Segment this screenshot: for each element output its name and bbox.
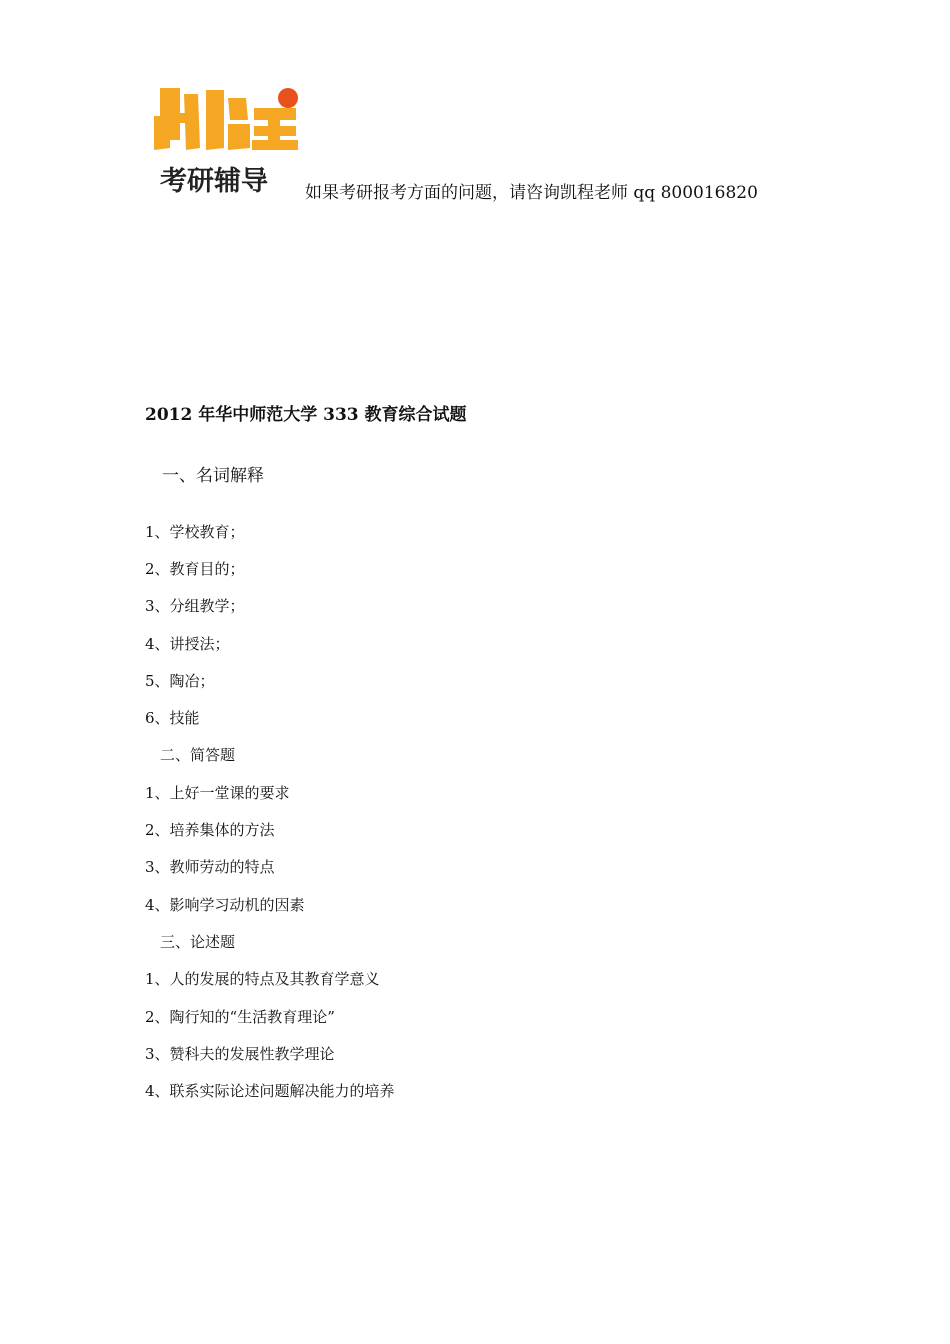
section-heading-essay: 三、论述题 bbox=[160, 933, 236, 951]
svg-text:考研辅导: 考研辅导 bbox=[160, 166, 268, 197]
list-item: 1、人的发展的特点及其教育学意义 bbox=[145, 970, 380, 988]
list-item: 5、陶冶； bbox=[145, 672, 215, 690]
brand-logo bbox=[150, 78, 300, 200]
section-heading-short-answer: 二、简答题 bbox=[160, 746, 236, 764]
list-item: 3、赞科夫的发展性教学理论 bbox=[145, 1045, 335, 1063]
document-title: 2012 年华中师范大学 333 教育综合试题 bbox=[145, 405, 467, 425]
list-item: 1、上好一堂课的要求 bbox=[145, 784, 290, 802]
kaicheng-logo-graphic bbox=[150, 78, 300, 200]
list-item: 2、教育目的； bbox=[145, 560, 245, 578]
list-item: 6、技能 bbox=[145, 709, 200, 727]
list-item: 4、联系实际论述问题解决能力的培养 bbox=[145, 1082, 395, 1100]
list-item: 2、培养集体的方法 bbox=[145, 821, 275, 839]
list-item: 2、陶行知的“生活教育理论” bbox=[145, 1008, 335, 1026]
list-item: 3、分组教学； bbox=[145, 597, 245, 615]
list-item: 1、学校教育； bbox=[145, 523, 245, 541]
list-item: 4、影响学习动机的因素 bbox=[145, 896, 305, 914]
contact-info: 如果考研报考方面的问题，请咨询凯程老师 qq 800016820 bbox=[305, 183, 758, 203]
list-item: 4、讲授法； bbox=[145, 635, 230, 653]
list-item: 3、教师劳动的特点 bbox=[145, 858, 275, 876]
section-heading-terms: 一、名词解释 bbox=[162, 466, 264, 486]
